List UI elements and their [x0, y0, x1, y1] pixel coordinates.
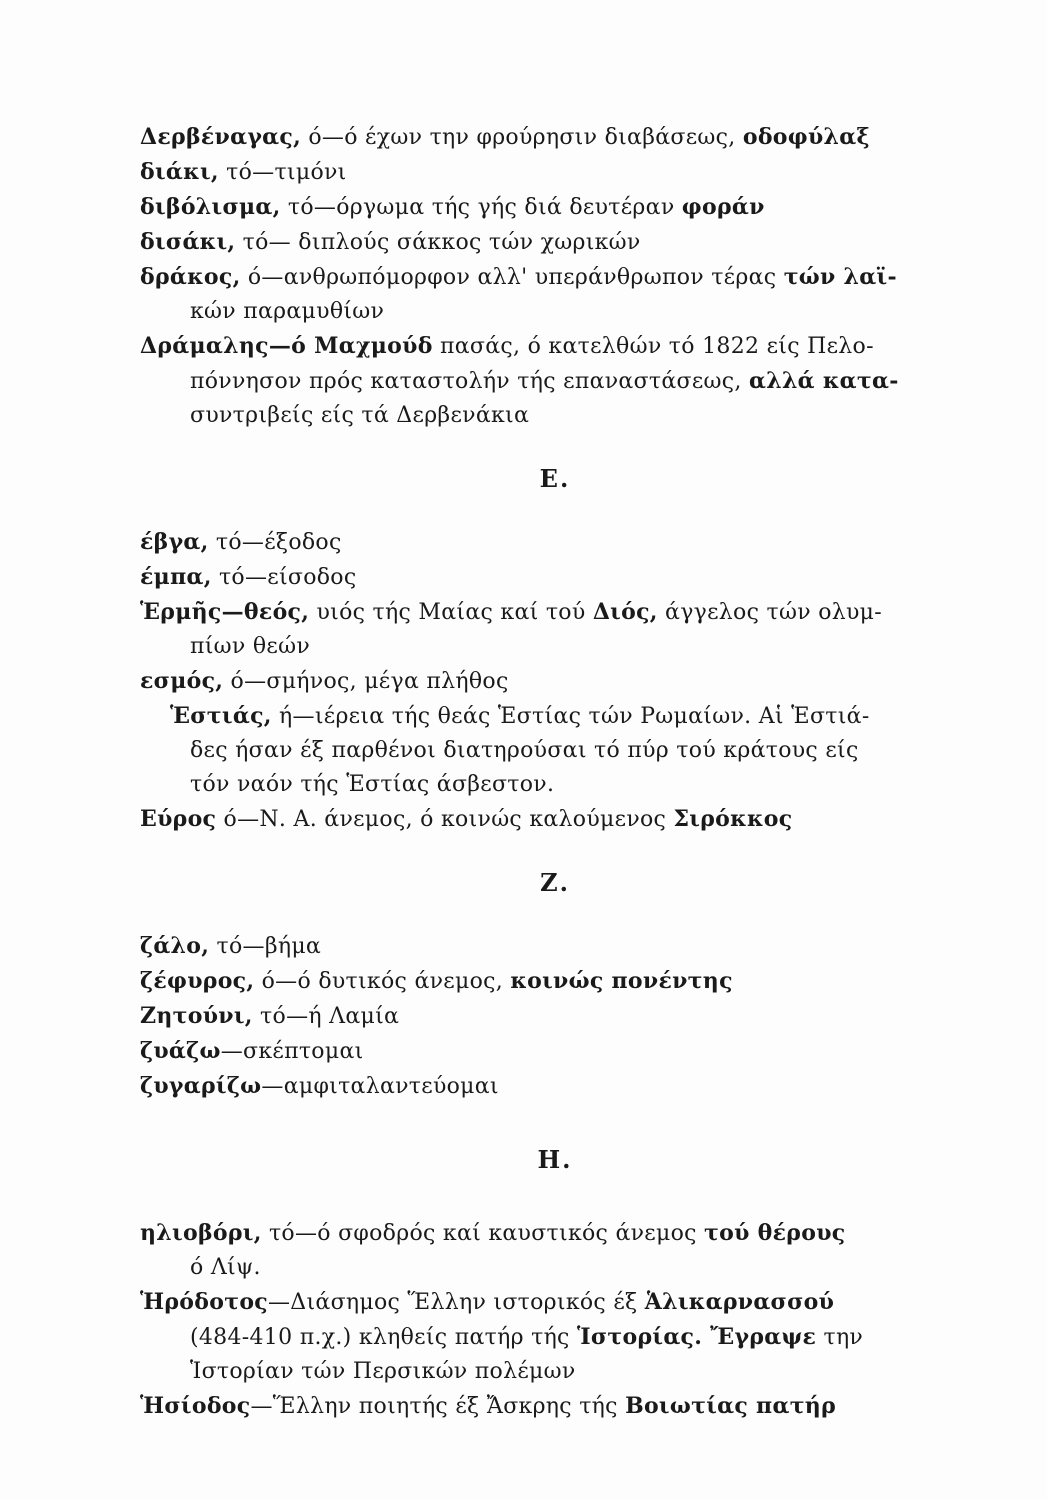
entry-dramalis — [140, 329, 970, 364]
continuation-tail: την — [816, 1325, 864, 1350]
headword: ζάλο, — [140, 933, 210, 959]
headword: Δράμαλης—ό Μαχμούδ — [140, 333, 433, 359]
definition: τό—έξοδος — [208, 530, 342, 555]
definition: —Ἕλλην ποιητής έξ Ἄσκρης τής — [250, 1394, 626, 1419]
emphasis: Διός, — [592, 599, 658, 625]
entry-continuation — [140, 1251, 970, 1285]
headword: ζέφυρος, — [140, 968, 255, 994]
entry-estias — [140, 699, 970, 734]
entry-empa — [140, 560, 970, 595]
entry-continuation — [140, 768, 970, 802]
headword: Ζητούνι, — [140, 1003, 253, 1029]
definition: ό—σμήνος, μέγα πλήθος — [223, 669, 509, 694]
entry-zyazo — [140, 1034, 970, 1069]
section-z — [140, 929, 970, 1104]
emphasis: Ἱστορίας. Ἔγραψε — [576, 1324, 817, 1350]
entry-continuation — [140, 364, 970, 399]
continuation-text: πίων θεών — [190, 634, 311, 659]
headword: Εύρος — [140, 806, 217, 832]
entry-zefyros — [140, 964, 970, 999]
definition: ό—Ν. Α. άνεμος, ό κοινώς καλούμενος — [216, 807, 674, 832]
definition: ό—ό έχων την φρούρησιν διαβάσεως, — [301, 125, 743, 150]
definition: τό—ή Λαμία — [252, 1004, 400, 1029]
headword: ηλιοβόρι, — [140, 1220, 262, 1246]
entry-iliovori — [140, 1216, 970, 1251]
continuation-text: δες ήσαν έξ παρθένοι διατηρούσαι τό πύρ τού κράτους είς — [190, 738, 859, 763]
definition: υιός τής Μαίας καί τού — [309, 600, 593, 625]
headword: Δερβέναγας, — [140, 124, 302, 150]
entry-continuation — [140, 399, 970, 433]
definition: τό—βήμα — [209, 934, 322, 959]
emphasis: Σιρόκκος — [673, 806, 793, 832]
entry-irodotos — [140, 1285, 970, 1320]
definition: —Διάσημος Ἕλλην ιστορικός έξ — [268, 1290, 645, 1315]
emphasis: τών λαϊ- — [783, 264, 897, 290]
definition: ό—ανθρωπόμορφον αλλ' υπεράνθρωπον τέρας — [240, 265, 784, 290]
headword: διάκι, — [140, 159, 219, 185]
headword: έβγα, — [140, 529, 209, 555]
entry-continuation — [140, 1355, 970, 1389]
headword: δράκος, — [140, 264, 241, 290]
entry-continuation — [140, 295, 970, 329]
definition: τό—ό σφοδρός καί καυστικός άνεμος — [261, 1221, 705, 1246]
emphasis: κοινώς πονέντης — [510, 968, 733, 994]
section-h — [140, 1216, 970, 1424]
emphasis: αλλά κατα- — [749, 368, 899, 394]
headword: δισάκι, — [140, 229, 236, 255]
definition: ή—ιέρεια τής θεάς Ἑστίας τών Ρωμαίων. Αἱ Ἑστιά- — [271, 704, 870, 729]
emphasis: οδοφύλαξ — [742, 124, 870, 150]
entry-continuation — [140, 1320, 970, 1355]
glossary-content — [140, 120, 970, 1424]
entry-disaki — [140, 225, 970, 260]
headword: έμπα, — [140, 564, 212, 590]
entry-evros — [140, 802, 970, 837]
emphasis: τού θέρους — [704, 1220, 846, 1246]
entry-continuation — [140, 734, 970, 768]
headword: Ἡσίοδος — [140, 1393, 251, 1419]
continuation-text: πόννησον πρός καταστολήν τής επαναστάσεως, — [190, 369, 749, 394]
section-heading-z: Ζ. — [540, 868, 570, 897]
entry-isiodos — [140, 1389, 970, 1424]
section-e — [140, 525, 970, 837]
entry-drakos — [140, 260, 970, 295]
continuation-text: συντριβείς είς τά Δερβενάκια — [190, 403, 530, 428]
continuation-text: Ἱστορίαν τών Περσικών πολέμων — [190, 1359, 576, 1384]
continuation-text: ό Λίψ. — [190, 1255, 261, 1280]
continuation-text: τόν ναόν τής Ἑστίας άσβεστον. — [190, 772, 555, 797]
section-d — [140, 120, 970, 433]
headword: Ἡρόδοτος — [140, 1289, 268, 1315]
emphasis: Βοιωτίας πατήρ — [625, 1393, 837, 1419]
definition: τό—όργωμα τής γής διά δευτέραν — [280, 195, 682, 220]
headword: Ἑστιάς, — [170, 703, 272, 729]
emphasis: Ἁλικαρνασσού — [644, 1289, 835, 1315]
entry-dervenagas — [140, 120, 970, 155]
entry-continuation — [140, 630, 970, 664]
section-heading-e: Ε. — [539, 464, 571, 493]
continuation-text: (484-410 π.χ.) κληθείς πατήρ τής — [190, 1325, 577, 1350]
headword: εσμός, — [140, 668, 224, 694]
entry-zitouni — [140, 999, 970, 1034]
definition-tail: άγγελος τών ολυμ- — [657, 600, 882, 625]
entry-evga — [140, 525, 970, 560]
emphasis: φοράν — [681, 194, 765, 220]
definition: τό—τιμόνι — [218, 160, 347, 185]
entry-divolisma — [140, 190, 970, 225]
headword: ζυγαρίζω — [140, 1073, 262, 1099]
entry-diaki — [140, 155, 970, 190]
entry-zalo — [140, 929, 970, 964]
definition: τό— διπλούς σάκκος τών χωρικών — [235, 230, 641, 255]
headword: Ἑρμῆς—θεός, — [140, 599, 310, 625]
continuation-text: κών παραμυθίων — [190, 299, 385, 324]
definition: τό—είσοδος — [211, 565, 357, 590]
definition: —σκέπτομαι — [220, 1039, 364, 1064]
headword: ζυάζω — [140, 1038, 221, 1064]
definition: —αμφιταλαντεύομαι — [261, 1074, 499, 1099]
entry-ermis — [140, 595, 970, 630]
section-heading-h: Η. — [537, 1145, 573, 1174]
definition: ό—ό δυτικός άνεμος, — [254, 969, 511, 994]
headword: διβόλισμα, — [140, 194, 281, 220]
entry-esmos — [140, 664, 970, 699]
definition: πασάς, ό κατελθών τό 1822 είς Πελο- — [432, 334, 874, 359]
entry-zygarizo — [140, 1069, 970, 1104]
